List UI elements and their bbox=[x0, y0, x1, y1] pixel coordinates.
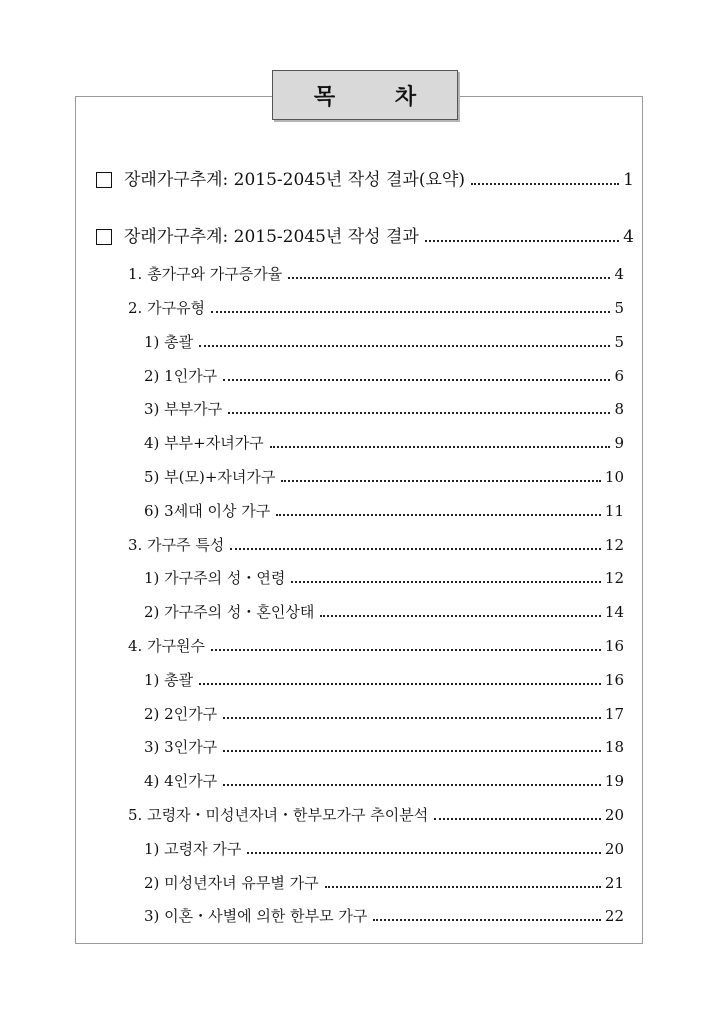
toc-subitem[interactable] bbox=[144, 905, 624, 927]
toc-item-label: 2. 가구유형 bbox=[128, 299, 206, 317]
dot-leader bbox=[223, 379, 610, 381]
dot-leader bbox=[230, 548, 601, 550]
toc-subitem-label: 2) 2인가구 bbox=[144, 705, 218, 723]
toc-subitem-label: 3) 3인가구 bbox=[144, 738, 218, 756]
toc-item-label: 5. 고령자・미성년자녀・한부모가구 추이분석 bbox=[128, 806, 429, 824]
toc-title: 목 차 bbox=[313, 84, 443, 110]
toc-section-label: 장래가구추계: 2015-2045년 작성 결과 bbox=[124, 227, 419, 247]
toc-subitem-label: 5) 부(모)+자녀가구 bbox=[144, 468, 276, 486]
dot-leader bbox=[434, 818, 601, 820]
dot-leader bbox=[276, 514, 601, 516]
toc-page-number: 8 bbox=[614, 400, 624, 418]
toc-subitem[interactable] bbox=[144, 365, 624, 387]
dot-leader bbox=[247, 852, 601, 854]
dot-leader bbox=[211, 311, 610, 313]
toc-item-label: 3. 가구주 특성 bbox=[128, 536, 225, 554]
toc-subitem-label: 1) 총괄 bbox=[144, 671, 194, 689]
toc-page-number: 18 bbox=[604, 738, 624, 756]
toc-subitem-label: 2) 1인가구 bbox=[144, 367, 218, 385]
toc-page-number: 5 bbox=[614, 333, 624, 351]
toc-subitem-label: 3) 이혼・사별에 의한 한부모 가구 bbox=[144, 907, 368, 925]
dot-leader bbox=[471, 183, 619, 185]
dot-leader bbox=[228, 412, 610, 414]
toc-page-number: 5 bbox=[614, 299, 624, 317]
toc-subitem[interactable] bbox=[144, 838, 624, 860]
toc-page-number: 20 bbox=[604, 840, 624, 858]
toc-item[interactable] bbox=[128, 263, 624, 285]
toc-subitem[interactable] bbox=[144, 500, 624, 522]
toc-subitem[interactable] bbox=[144, 567, 624, 589]
toc-subitem-label: 1) 가구주의 성・연령 bbox=[144, 569, 286, 587]
toc-subitem[interactable] bbox=[144, 432, 624, 454]
toc-title-box bbox=[272, 70, 458, 120]
toc-page-number: 21 bbox=[604, 874, 624, 892]
toc-item-label: 4. 가구원수 bbox=[128, 637, 206, 655]
toc-subitem[interactable] bbox=[144, 466, 624, 488]
toc-page-number: 10 bbox=[604, 468, 624, 486]
toc-page-number: 22 bbox=[604, 907, 624, 925]
dot-leader bbox=[320, 615, 601, 617]
toc-page-number: 12 bbox=[604, 569, 624, 587]
toc-subitem-label: 1) 고령자 가구 bbox=[144, 840, 242, 858]
checkbox-icon bbox=[96, 172, 112, 188]
toc-subitem-label: 1) 총괄 bbox=[144, 333, 194, 351]
dot-leader bbox=[325, 886, 601, 888]
toc-subitem[interactable] bbox=[144, 872, 624, 894]
toc-section[interactable] bbox=[96, 169, 634, 191]
toc-page-number: 16 bbox=[604, 637, 624, 655]
toc-subitem[interactable] bbox=[144, 703, 624, 725]
toc-subitem-label: 2) 가구주의 성・혼인상태 bbox=[144, 603, 315, 621]
toc-item[interactable] bbox=[128, 297, 624, 319]
toc-page-number: 12 bbox=[604, 536, 624, 554]
dot-leader bbox=[270, 446, 611, 448]
toc-subitem[interactable] bbox=[144, 331, 624, 353]
toc-page-number: 4 bbox=[614, 265, 624, 283]
toc-section[interactable] bbox=[96, 226, 634, 248]
toc-item[interactable] bbox=[128, 804, 624, 826]
dot-leader bbox=[425, 240, 619, 242]
toc-page-number: 6 bbox=[614, 367, 624, 385]
toc-subitem-label: 3) 부부가구 bbox=[144, 400, 223, 418]
dot-leader bbox=[281, 480, 601, 482]
toc-page-number: 14 bbox=[604, 603, 624, 621]
toc-page-number: 16 bbox=[604, 671, 624, 689]
toc-subitem[interactable] bbox=[144, 398, 624, 420]
toc-subitem-label: 4) 부부+자녀가구 bbox=[144, 434, 264, 452]
dot-leader bbox=[373, 919, 601, 921]
dot-leader bbox=[223, 717, 601, 719]
toc-subitem-label: 4) 4인가구 bbox=[144, 772, 218, 790]
toc-page-number: 4 bbox=[623, 227, 634, 247]
toc-page-number: 1 bbox=[623, 170, 634, 190]
dot-leader bbox=[199, 683, 601, 685]
dot-leader bbox=[291, 581, 601, 583]
toc-subitem-label: 2) 미성년자녀 유무별 가구 bbox=[144, 874, 319, 892]
dot-leader bbox=[288, 277, 610, 279]
toc-item-label: 1. 총가구와 가구증가율 bbox=[128, 265, 283, 283]
toc-subitem[interactable] bbox=[144, 669, 624, 691]
dot-leader bbox=[211, 649, 601, 651]
toc-subitem[interactable] bbox=[144, 736, 624, 758]
toc-subitem[interactable] bbox=[144, 770, 624, 792]
toc-item[interactable] bbox=[128, 534, 624, 556]
toc-page-number: 9 bbox=[614, 434, 624, 452]
toc-page-number: 19 bbox=[604, 772, 624, 790]
dot-leader bbox=[223, 750, 601, 752]
checkbox-icon bbox=[96, 229, 112, 245]
toc-page-number: 11 bbox=[604, 502, 624, 520]
toc-section-label: 장래가구추계: 2015-2045년 작성 결과(요약) bbox=[124, 170, 465, 190]
dot-leader bbox=[199, 345, 610, 347]
toc-subitem-label: 6) 3세대 이상 가구 bbox=[144, 502, 271, 520]
toc-item[interactable] bbox=[128, 635, 624, 657]
toc-page-number: 20 bbox=[604, 806, 624, 824]
toc-page-number: 17 bbox=[604, 705, 624, 723]
toc-subitem[interactable] bbox=[144, 601, 624, 623]
dot-leader bbox=[223, 784, 601, 786]
